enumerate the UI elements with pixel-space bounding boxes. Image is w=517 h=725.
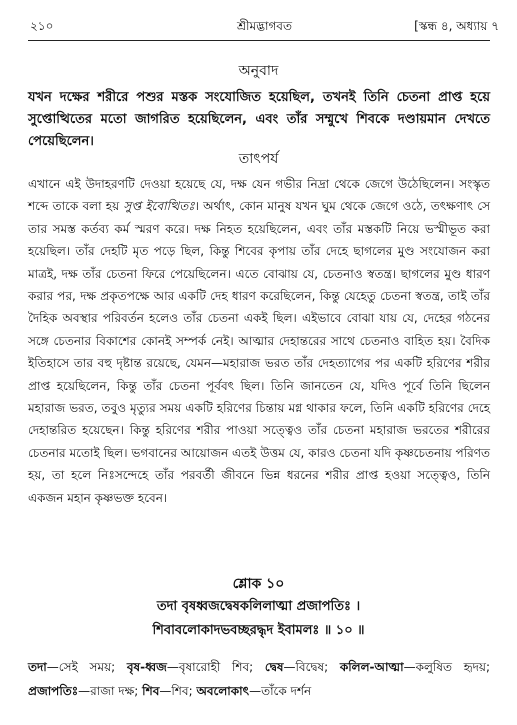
purport-text <box>28 173 490 509</box>
chapter-reference: [স্কন্ধ ৪, অধ্যায় ৭ <box>414 19 499 33</box>
book-title: শ্রীমদ্ভাগবত <box>236 19 292 33</box>
running-header <box>30 18 499 36</box>
synonym-meaning: রাজা দক্ষ; <box>90 684 143 698</box>
synonym-meaning: সেই সময়; <box>58 660 127 674</box>
synonym-meaning: তাঁকে দর্শন <box>261 684 312 698</box>
purport-text-part1: এখানে এই উদাহরণটি দেওয়া হয়েছে যে, দক্ষ যেন গভীর নিদ্রা থেকে জেগে উঠেছিলেন। সংস্কৃত শব্দে তাকে বলা হয় <box>28 177 490 214</box>
page-number: ২১০ <box>30 19 54 33</box>
synonym-meaning: বৃষারোহী শিব; <box>178 660 265 674</box>
translation-heading: অনুবাদ <box>238 63 279 79</box>
synonym-word: প্রজাপতিঃ <box>28 684 79 698</box>
synonym-meaning: কলুষিত হৃদয়; <box>415 660 490 674</box>
synonym-word: তদা <box>28 660 47 674</box>
purport-heading: তাৎপর্য <box>238 151 279 167</box>
synonyms-block: তদা—সেই সময়; বৃষ-ধ্বজ—বৃষারোহী শিব; দ্বেষ—বিদ্বেষ; কলিল-আত্মা—কলুষিত হৃদয়; প্রজাপতিঃ—রাজা দক্ষ; শিব—শিব; অবলোকাৎ—তাঁকে দর্শন <box>28 660 490 698</box>
verse-title: শ্লোক ১০ <box>232 576 285 592</box>
synonym-word: দ্বেষ <box>264 660 284 674</box>
translation-text: যখন দক্ষের শরীরে পশুর মস্তক সংযোজিত হয়েছিল, তখনই তিনি চেতনা প্রাপ্ত হয়ে সুপ্তোত্থিতের মতো জাগরিত হয়েছিলেন, এবং তাঁর সম্মুখে শিবকে দণ্ডায়মান দেখতে পেয়েছিলেন। <box>28 90 490 149</box>
header-rule <box>28 40 490 41</box>
verse-line-2: শিবাবলোকাদভবচ্ছরদ্ধৃদ ইবামলঃ ॥ ১০ ॥ <box>152 623 365 638</box>
sanskrit-phrase: সুপ্ত ইবোত্থিতঃ <box>123 199 195 214</box>
verse-line-1: তদা বৃষধ্বজদ্বেষকলিলাত্মা প্রজাপতিঃ । <box>156 599 361 614</box>
synonym-word: বৃষ-ধ্বজ <box>126 660 167 674</box>
synonym-word: অবলোকাৎ <box>196 684 250 698</box>
synonym-word: শিব <box>142 684 160 698</box>
purport-text-part2: । অর্থাৎ, কোন মানুষ যখন ঘুম থেকে জেগে ওঠে, তৎক্ষণাৎ সে তার সমস্ত কর্তব্য কর্ম স্মরণ করে। দক্ষ নিহত হয়েছিলেন, এবং তাঁর মস্তকটি নিয়ে ভস্মীভূত করা হয়েছিল। তাঁর দেহটি মৃত পড়ে ছিল, কিন্তু শিবের কৃপায় তাঁর দেহে ছাগলের মুণ্ড সংযোজন করা মাত্রই, দক্ষ তাঁর চেতনা ফিরে পেয়েছিলেন। এতে বোঝায় যে, চেতনাও স্বতন্ত্র। ছাগলের মুণ্ড ধারণ করার পর, দক্ষ প্রকৃতপক্ষে আর একটি দেহ ধারণ করেছিলেন, কিন্তু যেহেতু চেতনা স্বতন্ত্র, তাই তাঁর দৈহিক অবস্থার পরিবর্তন হলেও তাঁর চেতনা একই ছিল। এইভাবে বোঝা যায় যে, দেহের গঠনের সঙ্গে চেতনার বিকাশের কোনই সম্পর্ক নেই। আত্মার দেহান্তরের সাথে চেতনাও বাহিত হয়। বৈদিক ইতিহাসে তার বহু দৃষ্টান্ত রয়েছে, যেমন—মহারাজ ভরত তাঁর দেহত্যাগের পর একটি হরিণের শরীর প্রাপ্ত হয়েছিলেন, কিন্তু তাঁর চেতনা পূর্ববৎ ছিল। তিনি জানতেন যে, যদিও পূর্বে তিনি ছিলেন মহারাজ ভরত, তবুও মৃত্যুর সময় একটি হরিণের চিন্তায় মগ্ন থাকার ফলে, তিনি একটি হরিণের দেহে দেহান্তরিত হয়েছেন। কিন্তু হরিণের শরীর পাওয়া সত্ত্বেও তাঁর চেতনা মহারাজ ভরতের শরীরের চেতনার মতোই ছিল। ভগবানের আয়োজন এতই উত্তম যে, কারও চেতনা যদি কৃষ্ণচেতনায় পরিণত হয়, তা হলে নিঃসন্দেহে তাঁর পরবর্তী জীবনে ভিন্ন ধরনের শরীর প্রাপ্ত হওয়া সত্ত্বেও, তিনি একজন মহান কৃষ্ণভক্ত হবেন। <box>28 199 490 505</box>
synonym-word: কলিল-আত্মা <box>339 660 404 674</box>
purport-paragraph <box>28 173 490 509</box>
synonym-meaning: শিব; <box>171 684 197 698</box>
synonym-meaning: বিদ্বেষ; <box>295 660 340 674</box>
